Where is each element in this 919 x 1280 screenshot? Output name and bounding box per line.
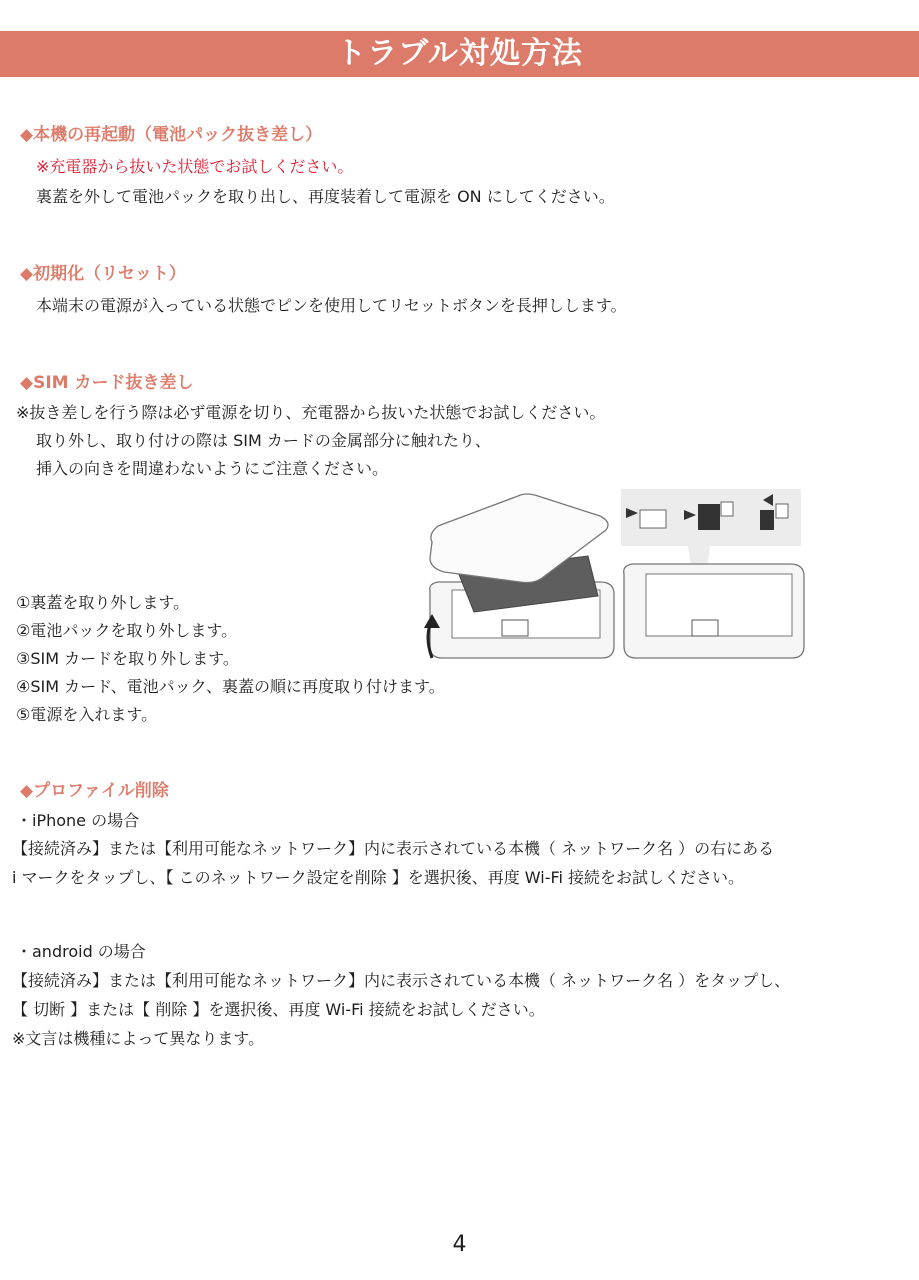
android-line: 【接続済み】または【利用可能なネットワーク】内に表示されている本機（ ネットワーク名 ）をタップし、 [12,971,791,990]
sim-note-line: ※抜き差しを行う際は必ず電源を切り、充電器から抜いた状態でお試しください。 [16,403,606,422]
iphone-line: 【接続済み】または【利用可能なネットワーク】内に表示されている本機（ ネットワーク名 ）の右にある [12,839,775,858]
sim-step: ⑤電源を入れます。 [16,705,158,724]
sim-heading: ◆SIM カード抜き差し [20,373,194,393]
sim-slot-right [692,620,718,636]
restart-heading: ◆本機の再起動（電池パック抜き差し） [20,125,323,145]
iphone-label: ・iPhone の場合 [16,811,140,830]
sim-note-line: 挿入の向きを間違わないようにご注意ください。 [36,459,389,478]
reset-body: 本端末の電源が入っている状態でピンを使用してリセットボタンを長押しします。 [36,296,627,315]
android-label: ・android の場合 [16,942,146,961]
sim-step: ④SIM カード、電池パック、裏蓋の順に再度取り付けます。 [16,677,445,696]
reset-heading: ◆初期化（リセット） [20,264,186,284]
sim-replacement-illustration [408,486,808,672]
android-line: 【 切断 】または【 削除 】を選択後、再度 Wi-Fi 接続をお試しください。 [12,1000,545,1019]
page-number: 4 [452,1232,467,1257]
sim-step: ②電池パックを取り外します。 [16,621,238,640]
title-banner [0,31,919,77]
page-title: トラブル対処方法 [336,36,583,71]
restart-warning: ※充電器から抜いた状態でお試しください。 [36,157,354,176]
restart-body: 裏蓋を外して電池パックを取り出し、再度装着して電源を ON にしてください。 [36,187,615,206]
android-line: ※文言は機種によって異なります。 [12,1029,265,1048]
sim-step: ①裏蓋を取り外します。 [16,593,190,612]
battery-bay-right [646,574,792,636]
sim-step: ③SIM カードを取り外します。 [16,649,239,668]
profile-heading: ◆プロファイル削除 [20,781,169,801]
sim-slot-left [502,620,528,636]
sim-note-line: 取り外し、取り付けの際は SIM カードの金属部分に触れたり、 [36,431,491,450]
iphone-line: i マークをタップし、【 このネットワーク設定を削除 】を選択後、再度 Wi-Fi 接続をお試しください。 [12,868,745,887]
